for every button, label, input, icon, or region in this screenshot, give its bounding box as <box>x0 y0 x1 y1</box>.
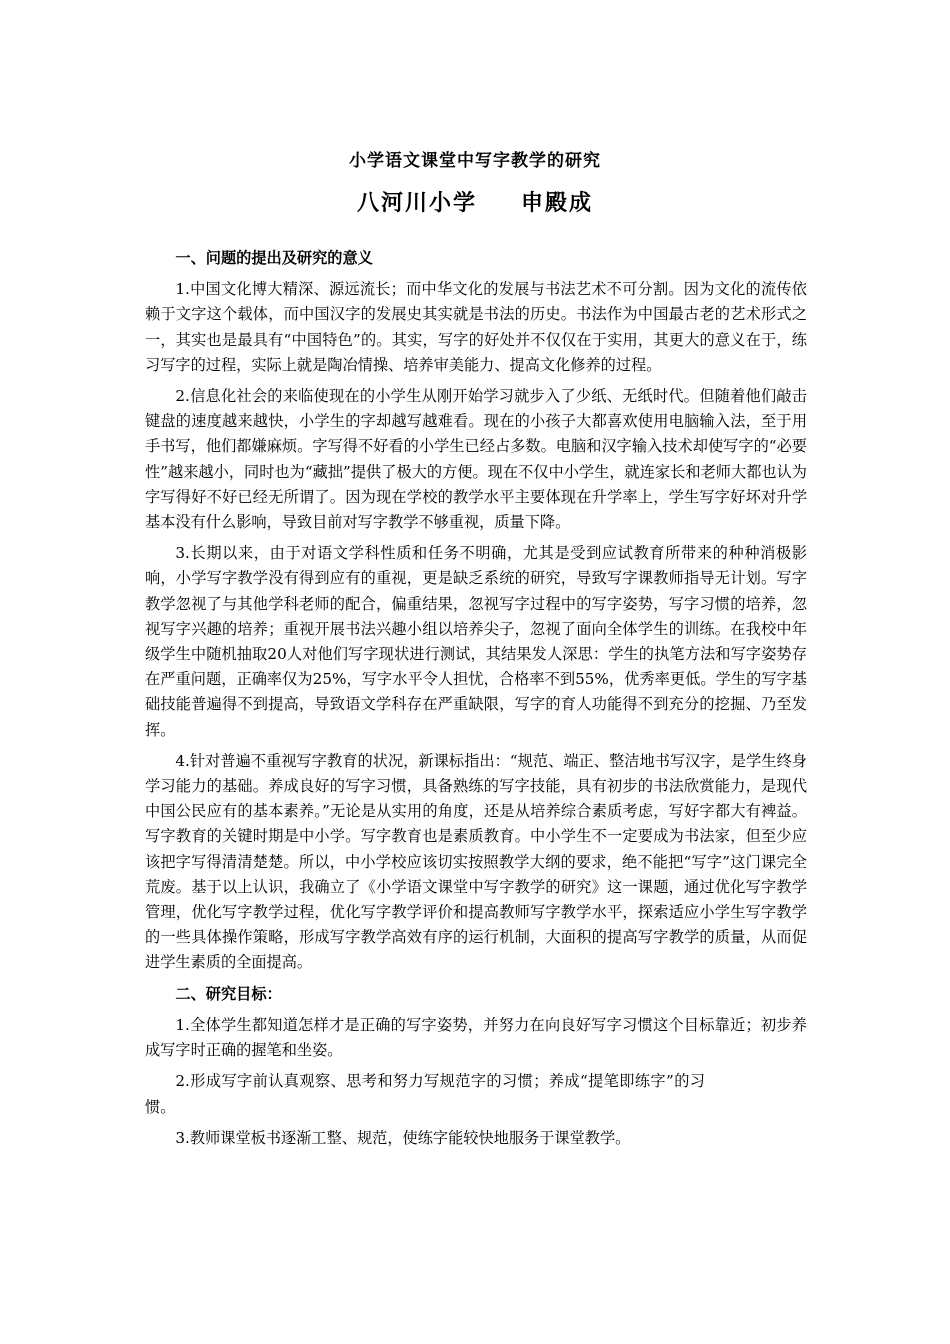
paragraph-1-4: 4.针对普遍不重视写字教育的状况，新课标指出：“规范、端正、整洁地书写汉字，是学生终身学习能力的基础。养成良好的写字习惯，具备熟练的写字技能，具有初步的书法欣赏能力，是现代中国公民应有的基本素养。”无论是从实用的角度，还是从培养综合素质考虑，写好字都大有裨益。写字教育的关键时期是中小学。写字教育也是素质教育。中小学生不一定要成为书法家，但至少应该把字写得清清楚楚。所以，中小学校应该切实按照教学大纲的要求，绝不能把“写字”这门课完全荒废。基于以上认识，我确立了《小学语文课堂中写字教学的研究》这一课题，通过优化写字教学管理，优化写字教学过程，优化写字教学评价和提高教师写字教学水平，探索适应小学生写字教学的一些具体操作策略，形成写字教学高效有序的运行机制，大面积的提高写字教学的质量，从而促进学生素质的全面提高。 <box>145 751 807 972</box>
author-name: 申殿成 <box>521 190 594 216</box>
paragraph-2-3: 3.教师课堂板书逐渐工整、规范，使练字能较快地服务于课堂教学。 <box>175 1128 631 1147</box>
section-heading-1: 一、问题的提出及研究的意义 <box>175 249 373 267</box>
document-body <box>145 246 807 1157</box>
section-heading-2: 二、研究目标： <box>175 984 282 1003</box>
paragraph-2-1: 1.全体学生都知道怎样才是正确的写字姿势，并努力在向良好写字习惯这个目标靠近；初步养成写字时正确的握笔和坐姿。 <box>145 1015 807 1060</box>
paragraph-1-2: 2.信息化社会的来临使现在的小学生从刚开始学习就步入了少纸、无纸时代。但随着他们敲击键盘的速度越来越快，小学生的字却越写越难看。现在的小孩子大都喜欢使用电脑输入法，至于用手书写，他们都嫌麻烦。字写得不好看的小学生已经占多数。电脑和汉字输入技术却使写字的“必要性”越来越小，同时也为“藏拙”提供了极大的方便。现在不仅中小学生，就连家长和老师大都也认为字写得好不好已经无所谓了。因为现在学校的教学水平主要体现在升学率上，学生写字好坏对升学基本没有什么影响，导致目前对写字教学不够重视，质量下降。 <box>145 387 807 532</box>
document-title: 小学语文课堂中写字教学的研究 <box>349 151 601 171</box>
paragraph-2-2: 2.形成写字前认真观察、思考和努力写规范字的习惯；养成“提笔即练字”的习惯。 <box>145 1072 705 1116</box>
paragraph-1-1: 1.中国文化博大精深、源远流长；而中华文化的发展与书法艺术不可分割。因为文化的流传依赖于文字这个载体，而中国汉字的发展史其实就是书法的历史。书法作为中国最古老的艺术形式之一，其实也是最具有“中国特色”的。其实，写字的好处并不仅仅在于实用，其更大的意义在于，练习写字的过程，实际上就是陶冶情操、培养审美能力、提高文化修养的过程。 <box>145 280 807 374</box>
paragraph-1-3: 3.长期以来，由于对语文学科性质和任务不明确，尤其是受到应试教育所带来的种种消极影响，小学写字教学没有得到应有的重视，更是缺乏系统的研究，导致写字课教师指导无计划。写字教学忽视了与其他学科老师的配合，偏重结果，忽视写字过程中的写字姿势，写字习惯的培养，忽视写字兴趣的培养；重视开展书法兴趣小组以培养尖子，忽视了面向全体学生的训练。在我校中年级学生中随机抽取20人对他们写字现状进行测试，其结果发人深思：学生的执笔方法和写字姿势存在严重问题，正确率仅为25%，写字水平令人担忧，合格率不到55%，优秀率更低。学生的写字基础技能普遍得不到提高，导致语文学科存在严重缺限，写字的育人功能得不到充分的挖掘、乃至发挥。 <box>145 544 807 739</box>
author-line <box>0 186 950 217</box>
author-school: 八河川小学 <box>356 190 477 216</box>
